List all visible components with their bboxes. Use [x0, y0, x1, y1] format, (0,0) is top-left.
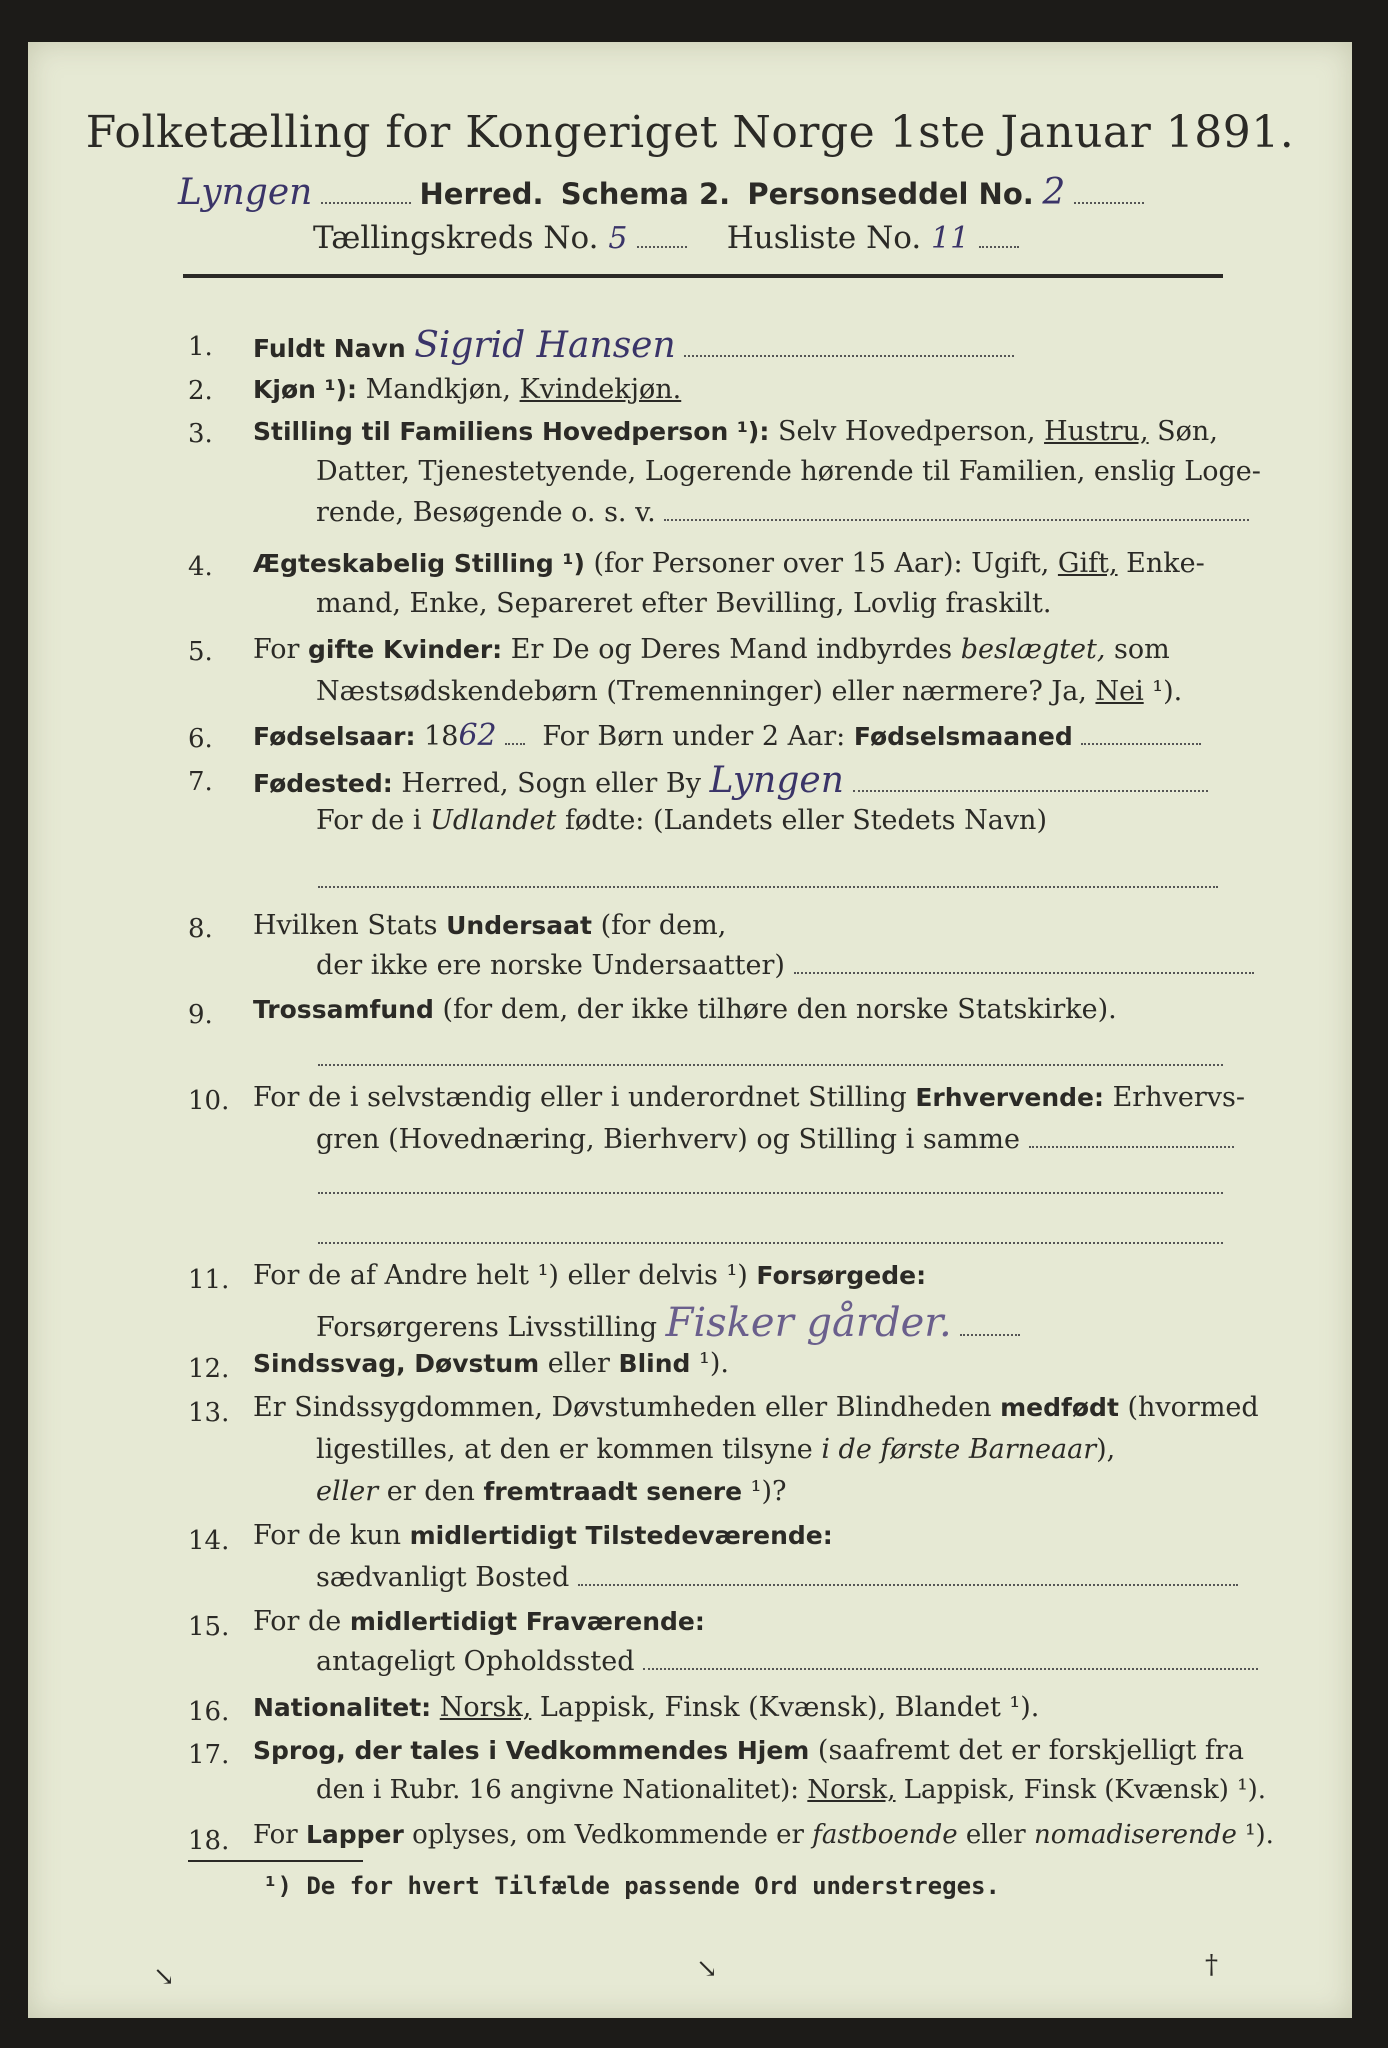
row-fodested	[253, 760, 1208, 801]
footnote-rule	[188, 1860, 363, 1862]
forsorgede-text: For de af Andre helt ¹) eller delvis ¹)	[253, 1260, 757, 1291]
row-erhverv	[253, 1082, 1245, 1113]
fodselsaar-value: 62	[458, 718, 497, 753]
row-lapper	[253, 1820, 1274, 1850]
medfodt-line3-text: er den	[378, 1476, 484, 1507]
census-form	[28, 42, 1352, 2018]
sprog-text: (saafremt det er forskjelligt fra	[809, 1735, 1244, 1766]
erhverv-line2-row	[316, 1124, 1234, 1155]
herred-value: Lyngen	[178, 172, 313, 213]
trossamfund-text: (for dem, der ikke tilhøre den norske Statskirke).	[433, 994, 1117, 1025]
header-kreds-line	[313, 220, 1019, 256]
fodested-italic: Udlandet	[430, 805, 557, 836]
gifte-line2-tail: ¹).	[1143, 676, 1183, 707]
undersaat-text: Hvilken Stats	[253, 910, 447, 941]
erhverv-text: For de i selvstændig eller i underordnet Stilling	[253, 1082, 916, 1113]
trossamfund-label: Trossamfund	[253, 995, 434, 1024]
sprog-line2	[316, 1775, 1266, 1805]
row-trossamfund	[253, 994, 1117, 1025]
row-number: 5.	[188, 637, 213, 667]
fodselsmaaned-label: Fødselsmaaned	[853, 722, 1073, 751]
undersaat-line2: der ikke ere norske Undersaatter)	[316, 950, 785, 981]
gifte-text-b: Er De og Deres Mand indbyrdes	[510, 634, 961, 665]
lapper-text-b: oplyses, om Vedkommende er	[403, 1820, 813, 1850]
gifte-italic: beslægtet,	[960, 634, 1106, 665]
row-fodselsaar	[253, 718, 1201, 753]
row-number: 7.	[188, 767, 213, 797]
undersaat-label: Undersaat	[446, 911, 592, 940]
form-title: Folketælling for Kongeriget Norge 1ste Januar 1891.	[85, 107, 1295, 158]
sprog-selected: Norsk,	[807, 1775, 896, 1805]
row-number: 12.	[188, 1354, 230, 1384]
fodested-text: Herred, Sogn eller By	[401, 768, 701, 799]
nationalitet-label: Nationalitet:	[253, 1693, 432, 1722]
fodested-blank	[318, 864, 1218, 895]
sprog-label: Sprog, der tales i Vedkommendes Hjem	[253, 1736, 810, 1765]
row-number: 11.	[188, 1265, 230, 1295]
schema-label: Schema 2.	[560, 177, 731, 211]
fuldt-navn-label: Fuldt Navn	[253, 334, 406, 363]
fodested-line2-text: For de i	[316, 805, 431, 836]
header-rule	[183, 274, 1223, 278]
row-number: 13.	[188, 1398, 230, 1428]
gifte-selected: Nei	[1095, 676, 1144, 707]
center-mark-icon: ↘	[696, 1954, 718, 1984]
lapper-tail: ¹).	[1236, 1820, 1274, 1850]
aegteskab-line2: mand, Enke, Separeret efter Bevilling, Lovlig fraskilt.	[316, 588, 1052, 619]
fravaerende-line2-row	[316, 1646, 1258, 1677]
row-number: 1.	[188, 332, 213, 362]
lapper-italic-1: fastboende	[812, 1820, 958, 1850]
herred-label: Herred.	[419, 177, 544, 211]
row-number: 15.	[188, 1612, 230, 1642]
fodselsaar-prefix: 18	[424, 721, 459, 752]
forsorgede-label: Forsørgede:	[756, 1261, 927, 1290]
stilling-line3: rende, Besøgende o. s. v.	[316, 497, 656, 528]
personseddel-value: 2	[1042, 172, 1066, 213]
kjon-selected: Kvindekjøn.	[519, 374, 682, 405]
row-kjon	[253, 374, 681, 405]
undersaat-line2-row	[316, 950, 1254, 981]
kjon-label: Kjøn ¹):	[253, 375, 357, 404]
row-number: 3.	[188, 419, 213, 449]
kreds-value: 5	[608, 221, 628, 256]
row-fravaerende	[253, 1606, 705, 1637]
gifte-line2-text: Næstsødskendebørn (Tremenninger) eller nærmere? Ja,	[316, 676, 1096, 707]
forsorger-value: Fisker gårder.	[665, 1300, 952, 1346]
aegteskab-text-b: Enke-	[1117, 548, 1205, 579]
erhverv-blank-1	[318, 1170, 1223, 1201]
kjon-text: Mandkjøn,	[365, 374, 520, 405]
row-nationalitet	[253, 1692, 1039, 1723]
fodested-label: Fødested:	[253, 769, 393, 798]
medfodt-line3	[316, 1476, 787, 1507]
tilstede-line2: sædvanligt Bosted	[316, 1562, 570, 1593]
row-number: 17.	[188, 1740, 230, 1770]
medfodt-line2-tail: ),	[1096, 1434, 1116, 1465]
husliste-value: 11	[931, 221, 970, 256]
row-sindssvag	[253, 1348, 729, 1379]
fodested-line2-tail: fødte: (Landets eller Stedets Navn)	[556, 805, 1047, 836]
sprog-line2-tail: Lappisk, Finsk (Kvænsk) ¹).	[895, 1775, 1267, 1805]
fodselsaar-label: Fødselsaar:	[253, 722, 416, 751]
trossamfund-blank	[318, 1042, 1223, 1073]
erhverv-line2: gren (Hovednæring, Bierhverv) og Stilling i samme	[316, 1124, 1021, 1155]
row-number: 14.	[188, 1526, 230, 1556]
row-tilstede	[253, 1520, 833, 1551]
tilstede-text: For de kun	[253, 1520, 410, 1551]
sindssvag-label: Sindssvag, Døvstum	[253, 1349, 540, 1378]
row-undersaat	[253, 910, 726, 941]
row-stilling	[253, 416, 1218, 447]
medfodt-italic: i de første Barneaar	[821, 1434, 1097, 1465]
stilling-label: Stilling til Familiens Hovedperson ¹):	[253, 417, 770, 446]
fodselsaar-text: For Børn under 2 Aar:	[542, 721, 846, 752]
medfodt-line2-text: ligestilles, at den er kommen tilsyne	[316, 1434, 822, 1465]
medfodt-line2	[316, 1434, 1115, 1465]
aegteskab-selected: Gift,	[1057, 548, 1118, 579]
tilstede-line2-row	[316, 1562, 1238, 1593]
stilling-text: Selv Hovedperson,	[777, 416, 1045, 447]
tilstede-label: midlertidigt Tilstedeværende:	[409, 1521, 833, 1550]
fremtraadt-label: fremtraadt senere	[483, 1477, 743, 1506]
medfodt-line3-italic: eller	[316, 1476, 379, 1507]
gifte-line2	[316, 676, 1182, 707]
sprog-line2-text: den i Rubr. 16 angivne Nationalitet):	[316, 1775, 808, 1805]
stilling-line2: Datter, Tjenestetyende, Logerende hørende til Familien, enslig Loge-	[316, 456, 1261, 487]
gifte-label: gifte Kvinder:	[308, 635, 503, 664]
undersaat-text-b: (for dem,	[591, 910, 727, 941]
stilling-text-b: Søn,	[1148, 416, 1218, 447]
row-aegteskab	[253, 548, 1205, 579]
sindssvag-text: eller	[539, 1348, 619, 1379]
erhverv-blank-2	[318, 1220, 1223, 1251]
stilling-selected: Hustru,	[1044, 416, 1149, 447]
medfodt-text: Er Sindssygdommen, Døvstumheden eller Blindheden	[253, 1392, 1001, 1423]
medfodt-text-b: (hvormed	[1118, 1392, 1259, 1423]
row-number: 9.	[188, 1000, 213, 1030]
lapper-text: For	[253, 1820, 306, 1850]
row-number: 2.	[188, 376, 213, 406]
row-number: 10.	[188, 1086, 230, 1116]
header-herred-line	[178, 172, 1144, 213]
right-mark-icon: †	[1205, 1950, 1218, 1980]
gifte-text: For	[253, 634, 309, 665]
row-forsorgede	[253, 1260, 926, 1291]
fuldt-navn-value: Sigrid Hansen	[414, 325, 676, 366]
personseddel-label: Personseddel No.	[747, 177, 1034, 211]
fodested-value: Lyngen	[709, 760, 844, 801]
medfodt-line3-tail: ¹)?	[742, 1476, 787, 1507]
row-fuldt-navn	[253, 325, 1014, 366]
corner-mark-icon: ↘	[153, 1962, 175, 1992]
lapper-text-c: eller	[957, 1820, 1034, 1850]
row-number: 8.	[188, 914, 213, 944]
nationalitet-selected: Norsk,	[439, 1692, 532, 1723]
blind-label: Blind	[618, 1349, 691, 1378]
kreds-label: Tællingskreds No.	[313, 220, 599, 256]
row-number: 18.	[188, 1826, 230, 1856]
lapper-label: Lapper	[305, 1820, 404, 1849]
stilling-line3-row	[316, 497, 1249, 528]
lapper-italic-2: nomadiserende	[1034, 1820, 1237, 1850]
forsorgede-line2-row	[316, 1300, 1020, 1346]
nationalitet-text: Lappisk, Finsk (Kvænsk), Blandet ¹).	[531, 1692, 1040, 1723]
row-number: 16.	[188, 1697, 230, 1727]
aegteskab-label: Ægteskabelig Stilling ¹)	[253, 549, 585, 578]
row-number: 6.	[188, 724, 213, 754]
gifte-text-c: som	[1105, 634, 1170, 665]
fravaerende-line2: antageligt Opholdssted	[316, 1646, 635, 1677]
forsorgede-line2: Forsørgerens Livsstilling	[316, 1312, 658, 1343]
row-number: 4.	[188, 552, 213, 582]
fodested-line2	[316, 805, 1047, 836]
fravaerende-text: For de	[253, 1606, 350, 1637]
row-medfodt	[253, 1392, 1259, 1423]
medfodt-label: medfødt	[1000, 1393, 1119, 1422]
footnote: ¹) De for hvert Tilfælde passende Ord understreges.	[263, 1872, 1000, 1900]
husliste-label: Husliste No.	[726, 220, 922, 256]
aegteskab-text: (for Personer over 15 Aar): Ugift,	[593, 548, 1058, 579]
erhverv-label: Erhvervende:	[915, 1083, 1105, 1112]
row-gifte-kvinder	[253, 634, 1170, 665]
erhverv-text-b: Erhvervs-	[1104, 1082, 1245, 1113]
sindssvag-tail: ¹).	[690, 1348, 729, 1379]
fravaerende-label: midlertidigt Fraværende:	[349, 1607, 705, 1636]
row-sprog	[253, 1735, 1244, 1766]
